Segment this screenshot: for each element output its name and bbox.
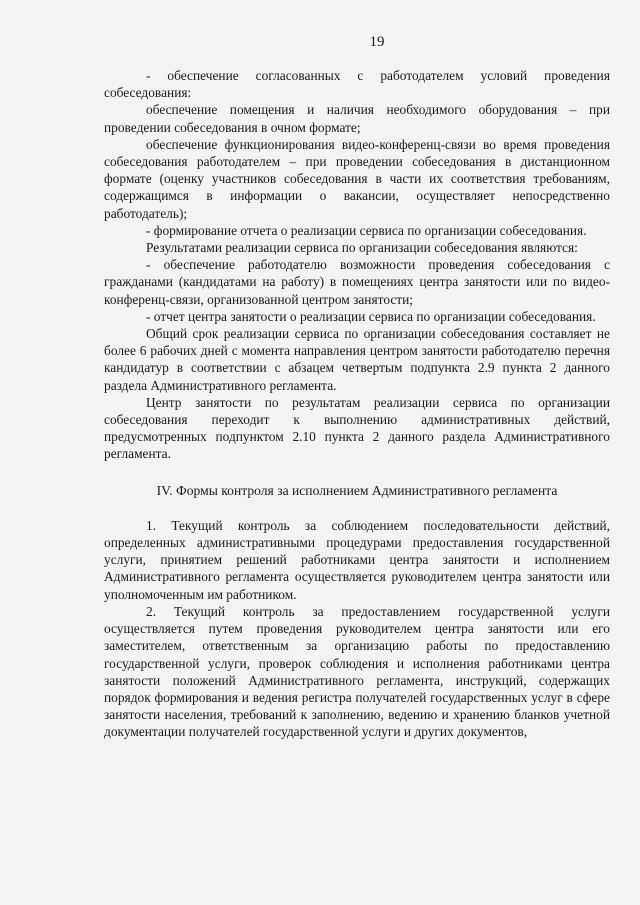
paragraph-next-actions: Центр занятости по результатам реализации сервиса по организации собеседования переходит к выполнению административных действий, предусмотренных подпунктом 2.10 пункта 2 данного раздела Административного регламента. [104,394,610,462]
paragraph-results-opportunity: - обеспечение работодателю возможности проведения собеседования с гражданами (кандидатами на работу) в помещениях центра занятости или по видео-конференц-связи, организованной центром занятости; [104,257,610,307]
paragraph-total-term: Общий срок реализации сервиса по организации собеседования составляет не более 6 рабочих дней с момента направления центром занятости работодателю перечня кандидатур в соответствии с абзацем четвертым подпункта 2.9 пункта 2 данного раздела Административного регламента. [104,326,610,393]
paragraph-results-intro: Результатами реализации сервиса по организации собеседования являются: [146,240,578,256]
paragraph-premises: обеспечение помещения и наличия необходимого оборудования – при проведении собеседования в очном формате; [104,102,610,135]
page-number: 19 [369,34,385,50]
paragraph-control-2: 2. Текущий контроль за предоставлением государственной услуги осуществляется путем проведения руководителем центра занятости или его заместителем, ответственным за организацию работы по предоставлению государственной услуги, проверок соблюдения и исполнения работниками центра занятости положений Административного регламента, инструкций, содержащих порядок формирования и ведения регистра получателей государственных услуг в сфере занятости населения, требований к заполнению, ведению и хранению бланков учетной документации получателей государственной услуги и других документов, [104,603,610,740]
paragraph-report-forming: - формирование отчета о реализации сервиса по организации собеседования. [146,222,587,238]
paragraph-conditions: - обеспечение согласованных с работодателем условий проведения собеседования: [104,68,610,101]
paragraph-results-report: - отчет центра занятости о реализации сервиса по организации собеседования. [146,308,596,324]
paragraph-video-conference: обеспечение функционирования видео-конференц-связи во время проведения собеседования работодателем – при проведении собеседования в дистанционном формате (оценку участников собеседования в части их соответствия требованиям, содержащимся в информации о вакансии, осуществляет непосредственно работодатель); [104,136,610,221]
paragraph-control-1: 1. Текущий контроль за соблюдением последовательности действий, определенных административными процедурами предоставления государственной услуги, принятием решений работниками центра занятости и исполнением Административного регламента осуществляется руководителем центра занятости или уполномоченным им работником. [104,517,610,602]
section-heading: IV. Формы контроля за исполнением Административного регламента [156,482,558,498]
